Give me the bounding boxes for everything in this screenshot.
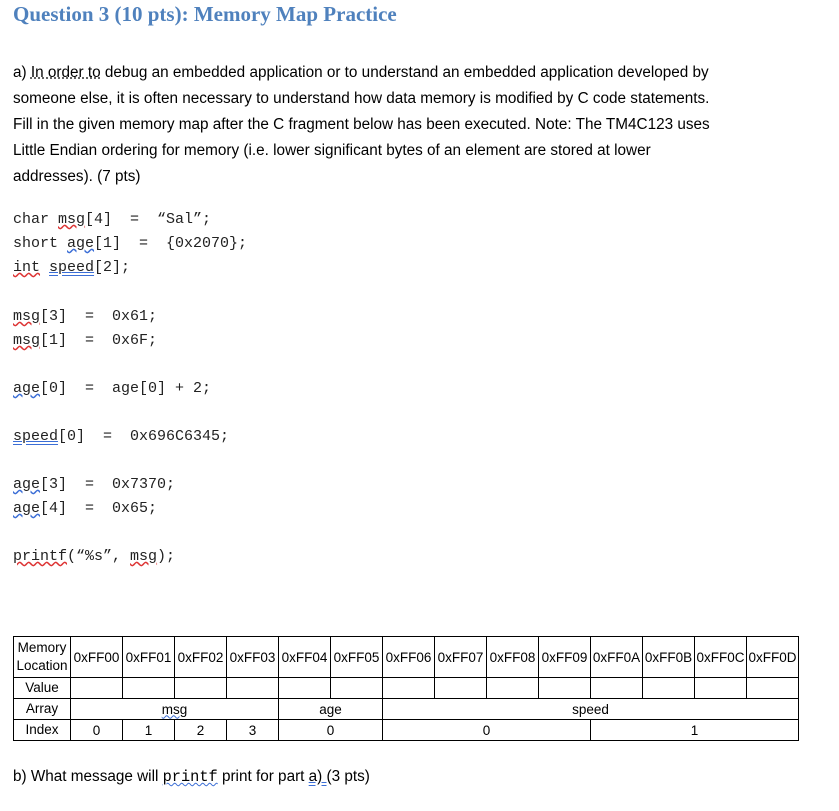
value-cell[interactable] — [435, 678, 487, 699]
value-cell[interactable] — [539, 678, 591, 699]
address-cell: 0xFF06 — [383, 637, 435, 678]
msg-index: 1 — [123, 720, 175, 741]
msg-index: 2 — [175, 720, 227, 741]
address-cell: 0xFF03 — [227, 637, 279, 678]
value-row — [14, 678, 799, 699]
value-cell[interactable] — [695, 678, 747, 699]
value-label: Value — [14, 678, 71, 699]
instruction-line: someone else, it is often necessary to understand how data memory is modified by C code statements. — [13, 90, 710, 107]
value-cell[interactable] — [279, 678, 331, 699]
value-cell[interactable] — [123, 678, 175, 699]
code-line: printf(“%s”, msg); — [13, 548, 176, 565]
memory-map-table — [13, 636, 799, 741]
index-row — [14, 720, 799, 741]
address-cell: 0xFF0D — [747, 637, 799, 678]
address-cell: 0xFF07 — [435, 637, 487, 678]
array-age: age — [279, 699, 383, 720]
address-row — [14, 637, 799, 678]
code-line: msg[1] = 0x6F; — [13, 332, 158, 349]
value-cell[interactable] — [747, 678, 799, 699]
address-cell: 0xFF0A — [591, 637, 643, 678]
array-row — [14, 699, 799, 720]
address-cell: 0xFF08 — [487, 637, 539, 678]
code-line: speed[0] = 0x696C6345; — [13, 428, 230, 445]
array-msg: msg — [71, 699, 279, 720]
instruction-line: Fill in the given memory map after the C fragment below has been executed. Note: The TM4C123 uses — [13, 116, 710, 133]
memory-location-header: Memory Location — [14, 637, 71, 678]
part-b-question: b) What message will printf print for part a) (3 pts) — [13, 768, 370, 786]
address-cell: 0xFF05 — [331, 637, 383, 678]
value-cell[interactable] — [383, 678, 435, 699]
instruction-line: a) In order to debug an embedded application or to understand an embedded application developed by — [13, 64, 709, 81]
age-index: 0 — [279, 720, 383, 741]
address-cell: 0xFF0C — [695, 637, 747, 678]
msg-index: 0 — [71, 720, 123, 741]
part-a-instructions — [13, 60, 828, 190]
msg-index: 3 — [227, 720, 279, 741]
speed-index: 1 — [591, 720, 799, 741]
instruction-line: Little Endian ordering for memory (i.e. lower significant bytes of an element are stored at lower — [13, 142, 651, 159]
code-line: char msg[4] = “Sal”; — [13, 211, 212, 228]
instruction-line: addresses). (7 pts) — [13, 168, 141, 185]
speed-index: 0 — [383, 720, 591, 741]
address-cell: 0xFF00 — [71, 637, 123, 678]
value-cell[interactable] — [227, 678, 279, 699]
code-line: msg[3] = 0x61; — [13, 308, 158, 325]
code-line: age[4] = 0x65; — [13, 500, 158, 517]
address-cell: 0xFF0B — [643, 637, 695, 678]
value-cell[interactable] — [71, 678, 123, 699]
array-speed: speed — [383, 699, 799, 720]
question-title: Question 3 (10 pts): Memory Map Practice — [13, 2, 397, 26]
address-cell: 0xFF01 — [123, 637, 175, 678]
code-line: int speed[2]; — [13, 259, 131, 276]
code-line: age[3] = 0x7370; — [13, 476, 176, 493]
value-cell[interactable] — [175, 678, 227, 699]
array-label: Array — [14, 699, 71, 720]
code-line: age[0] = age[0] + 2; — [13, 380, 212, 397]
value-cell[interactable] — [487, 678, 539, 699]
code-line: short age[1] = {0x2070}; — [13, 235, 248, 252]
value-cell[interactable] — [331, 678, 383, 699]
address-cell: 0xFF09 — [539, 637, 591, 678]
value-cell[interactable] — [643, 678, 695, 699]
address-cell: 0xFF02 — [175, 637, 227, 678]
address-cell: 0xFF04 — [279, 637, 331, 678]
value-cell[interactable] — [591, 678, 643, 699]
index-label: Index — [14, 720, 71, 741]
